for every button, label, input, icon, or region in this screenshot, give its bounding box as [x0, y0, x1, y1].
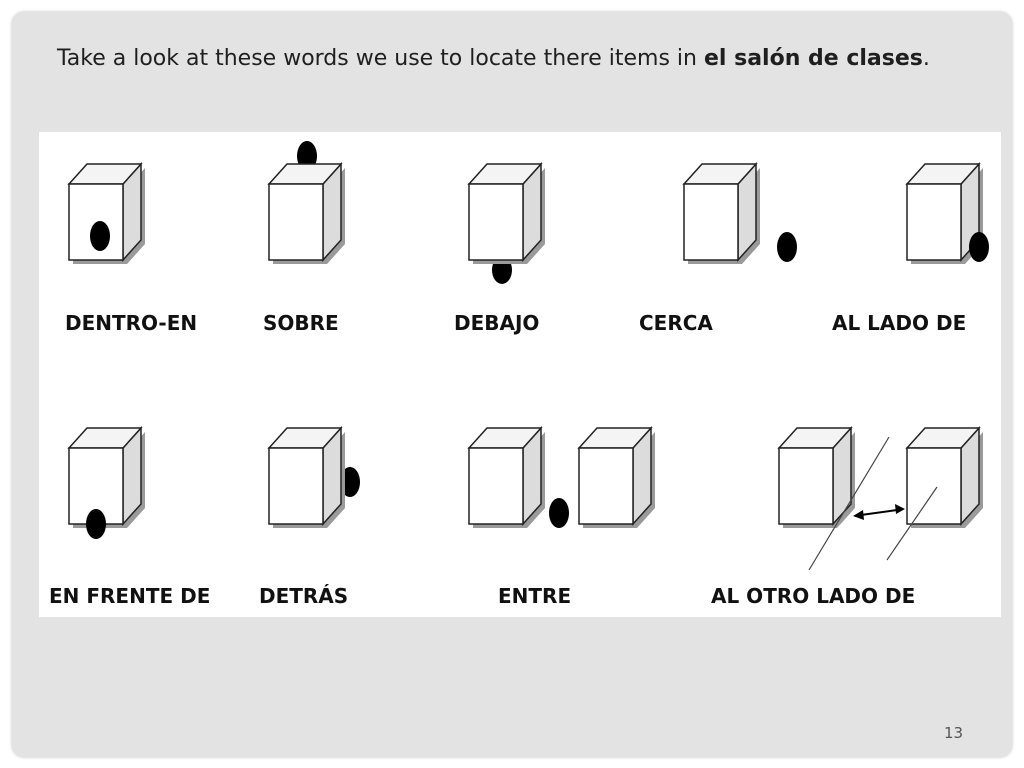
- double-arrow-icon: [861, 510, 897, 515]
- label-al-otro-lado-de: AL OTRO LADO DE: [711, 584, 916, 608]
- label-dentro-en: DENTRO-EN: [65, 311, 198, 335]
- ball-in-front: [86, 509, 106, 539]
- label-debajo: DEBAJO: [454, 311, 540, 335]
- heading-text: Take a look at these words we use to locate there items in: [57, 46, 704, 71]
- label-en-frente-de: EN FRENTE DE: [49, 584, 211, 608]
- box-en-frente-de: [69, 428, 145, 539]
- label-detras: DETRÁS: [259, 584, 349, 608]
- ball-near: [777, 232, 797, 262]
- label-cerca: CERCA: [639, 311, 713, 335]
- prepositions-figure: [39, 132, 1001, 617]
- slide: [12, 12, 1012, 757]
- box-detras: [269, 428, 360, 528]
- slide-heading: [57, 44, 957, 73]
- box-dentro-en: [69, 164, 145, 264]
- box-entre: [469, 428, 655, 528]
- heading-emphasis: el salón de clases: [703, 46, 923, 71]
- box-cerca: [684, 164, 797, 264]
- label-entre: ENTRE: [498, 584, 572, 608]
- label-sobre: SOBRE: [263, 311, 339, 335]
- ball-beside: [969, 232, 989, 262]
- page-number: 13: [944, 724, 964, 742]
- heading-period: .: [922, 46, 930, 71]
- box-al-otro-lado-de: [779, 428, 983, 570]
- ball-between: [549, 498, 569, 528]
- box-sobre: [269, 141, 345, 264]
- label-al-lado-de: AL LADO DE: [832, 311, 967, 335]
- prepositions-illustration: [39, 132, 1001, 617]
- box-al-lado-de: [907, 164, 989, 264]
- ball-inside: [90, 221, 110, 251]
- box-debajo: [469, 164, 545, 284]
